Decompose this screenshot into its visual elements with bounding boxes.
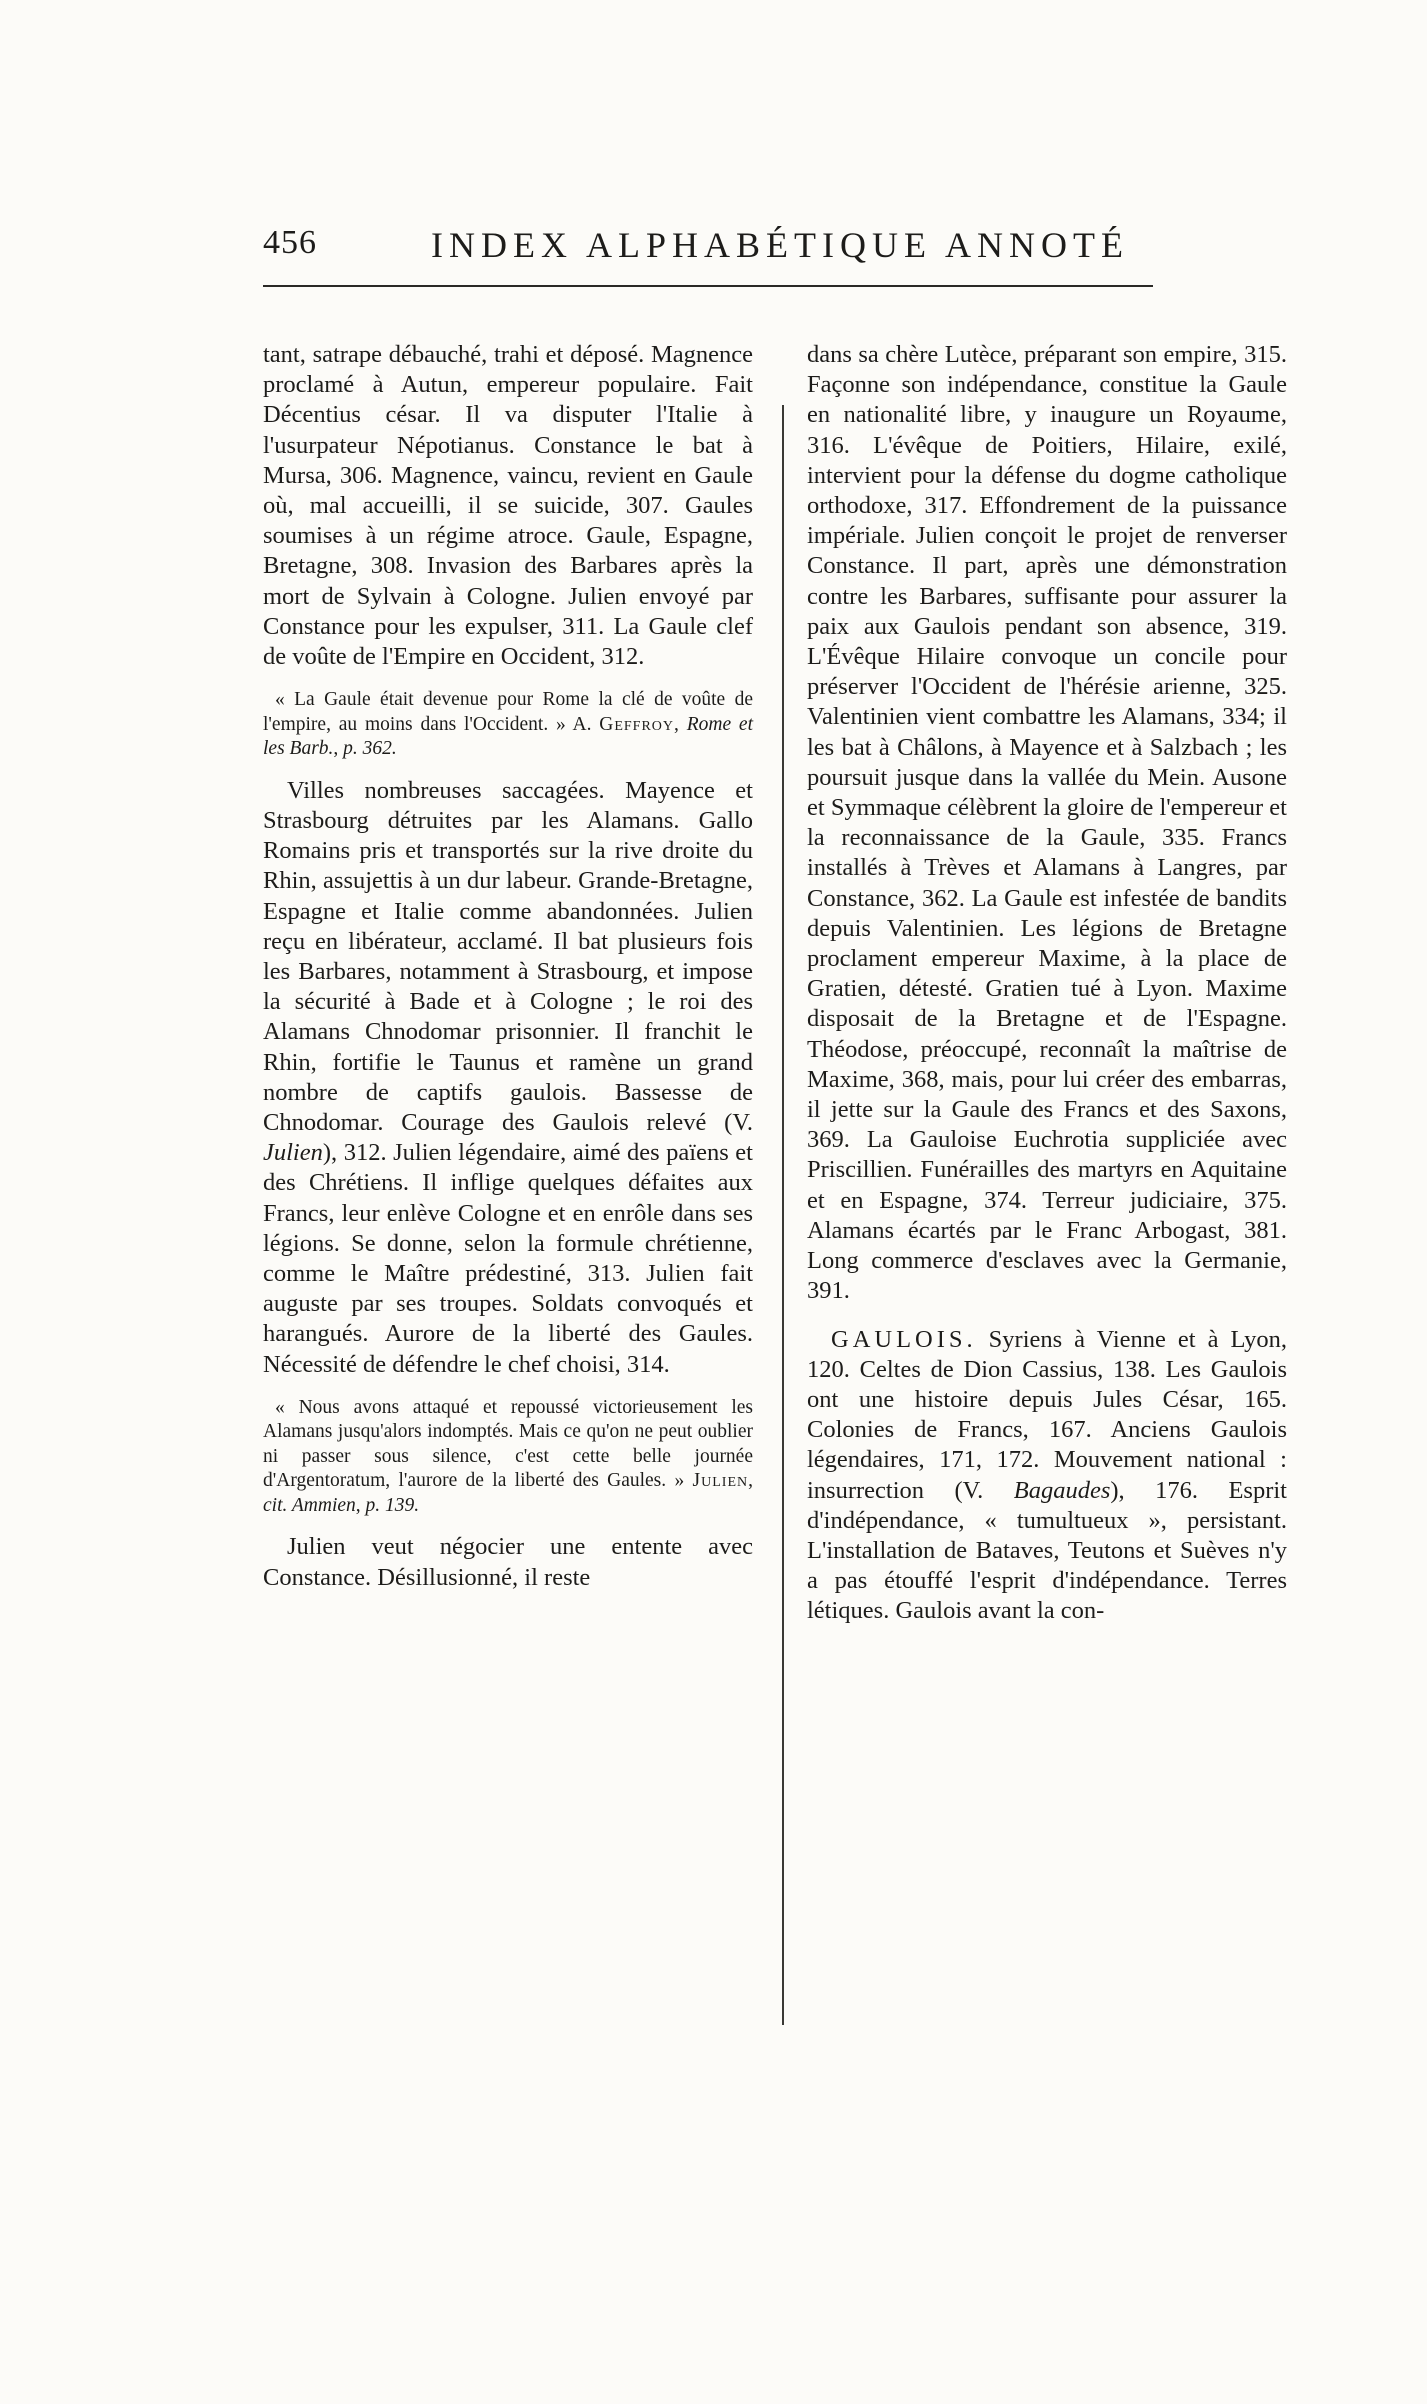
header-rule	[263, 285, 1153, 287]
index-entry-gaulois	[807, 1325, 1287, 1627]
entry-text: ), 176. Esprit d'indépendance, « tumultueux », persistant. L'installation de Bataves, Teutons et Suèves n'y a pas étouffé l'esprit d'indépendance. Terres létiques. Gaulois avant la con-	[807, 1476, 1287, 1625]
running-head	[263, 218, 1163, 278]
paragraph-text: Villes nombreuses saccagées. Mayence et Strasbourg détruites par les Alamans. Gallo Romains pris et transportés sur la rive droite du Rhin, assujettis à un dur labeur. Grande-Bretagne, Espagne et Italie comme abandonnées. Julien reçu en libérateur, acclamé. Il bat plusieurs fois les Barbares, notamment à Strasbourg, et impose la sécurité à Bade et à Cologne ; le roi des Alamans Chnodomar prisonnier. Il franchit le Rhin, fortifie le Taunus et ramène un grand nombre de captifs gaulois. Bassesse de Chnodomar. Courage des Gaulois relevé (V.	[263, 776, 753, 1136]
paragraph-right-1: dans sa chère Lutèce, préparant son empire, 315. Façonne son indépendance, constitue la Gaule en nationalité libre, y inaugure un Royaume, 316. L'évêque de Poitiers, Hilaire, exilé, intervient pour la défense du dogme catholique orthodoxe, 317. Effondrement de la puissance impériale. Julien conçoit le projet de renverser Constance. Il part, après une démonstration contre les Barbares, suffisante pour assurer la paix aux Gaulois pendant son absence, 319. L'Évêque Hilaire convoque un concile pour préserver l'Occident de l'hérésie arienne, 325. Valentinien vient combattre les Alamans, 334; il les bat à Châlons, à Mayence et à Salzbach ; les poursuit jusque dans la vallée du Mein. Ausone et Symmaque célèbrent la gloire de l'empereur et la reconnaissance de la Gaule, 335. Francs installés à Trèves et Alamans à Langres, par Constance, 362. La Gaule est infestée de bandits depuis Valentinien. Les légions de Bretagne proclament empereur Maxime, à la place de Gratien, détesté. Gratien tué à Lyon. Maxime disposait de la Bretagne et de l'Espagne. Théodose, préoccupé, reconnaît la maîtrise de Maxime, 368, mais, pour lui créer des embarras, il jette sur la Gaule des Francs et des Saxons, 369. La Gauloise Euchrotia suppliciée avec Priscillien. Funérailles des martyrs en Aquitaine et en Espagne, 374. Terreur judiciaire, 375. Alamans écartés par le Franc Arbogast, 381. Long commerce d'esclaves avec la Germanie, 391.	[807, 341, 1287, 1305]
quotation-source-title: Rome et les Barb.	[263, 713, 753, 760]
entry-text: Syriens à Vienne et à Lyon, 120. Celtes de Dion Cassius, 138. Les Gaulois ont une histoire depuis Jules César, 165. Colonies de Francs, 167. Anciens Gaulois légendaires, 171, 172. Mouvement national : insurrection (V.	[807, 1325, 1287, 1504]
quotation-text: « La Gaule était devenue pour Rome la clé de voûte de l'empire, au moins dans l'Occident. » A.	[263, 689, 753, 735]
headword: GAULOIS.	[831, 1325, 977, 1353]
page-number: 456	[263, 224, 317, 261]
right-column	[807, 340, 1287, 1627]
quotation-author: Julien	[692, 1470, 749, 1492]
cross-reference: Bagaudes	[1013, 1476, 1111, 1504]
paragraph-text: ), 312. Julien légendaire, aimé des païens et des Chrétiens. Il inflige quelques défaites aux Francs, leur enlève Cologne et en enrôle dans ses légions. Se donne, selon la formule chrétienne, comme le Maître prédestiné, 313. Julien fait auguste par ses troupes. Soldats convoqués et harangués. Aurore de la liberté des Gaules. Nécessité de défendre le chef choisi, 314.	[263, 1139, 753, 1378]
running-title: INDEX ALPHABÉTIQUE ANNOTÉ	[431, 225, 1129, 265]
column-divider	[782, 405, 784, 2025]
quotation-author: Geffroy	[599, 713, 675, 735]
paragraph-left-3: Julien veut négocier une entente avec Constance. Désillusionné, il reste	[263, 1533, 753, 1591]
left-column	[263, 340, 753, 1593]
quotation-source-page: p. 139.	[365, 1494, 420, 1516]
quotation-text: « Nous avons attaqué et repoussé victorieusement les Alamans jusqu'alors indomptés. Mais ce qu'on ne peut oublier ni passer sous silence, c'est cette belle journée d'Argentoratum, l'aurore de la liberté des Gaules. »	[263, 1396, 753, 1492]
cross-reference: Julien	[263, 1139, 323, 1167]
paragraph-left-2	[263, 776, 753, 1380]
quotation-source-page: p. 362.	[343, 738, 397, 760]
paragraph-left-1: tant, satrape débauché, trahi et déposé. Magnence proclamé à Autun, empereur populaire. Fait Décentius césar. Il va disputer l'Italie à l'usurpateur Népotianus. Constance le bat à Mursa, 306. Magnence, vaincu, revient en Gaule où, mal accueilli, il se suicide, 307. Gaules soumises à un régime atroce. Gaule, Espagne, Bretagne, 308. Invasion des Barbares après la mort de Sylvain à Cologne. Julien envoyé par Constance pour les expulser, 311. La Gaule clef de voûte de l'Empire en Occident, 312.	[263, 341, 753, 671]
quotation-geffroy: « La Gaule était devenue pour Rome la clé de voûte de l'empire, au moins dans l'Occident. » A. Geffroy, Rome et les Barb., p. 362.	[263, 689, 753, 760]
quotation-julien: « Nous avons attaqué et repoussé victorieusement les Alamans jusqu'alors indomptés. Mais ce qu'on ne peut oublier ni passer sous silence, c'est cette belle journée d'Argentoratum, l'aurore de la liberté des Gaules. » Julien, cit. Ammien, p. 139.	[263, 1396, 753, 1516]
quotation-source-title: cit. Ammien	[263, 1494, 356, 1516]
